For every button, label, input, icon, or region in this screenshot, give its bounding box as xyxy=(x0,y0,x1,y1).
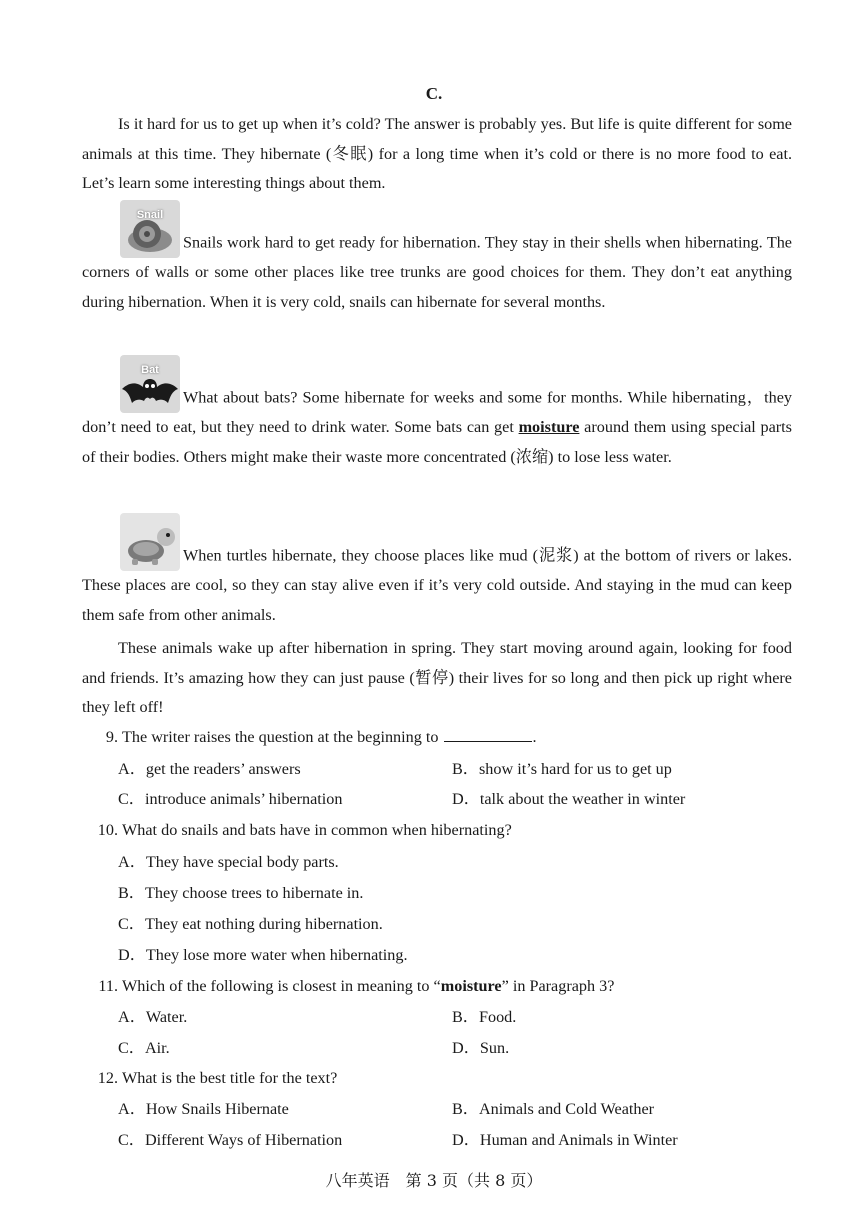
option-12b: B．Animals and Cold Weather xyxy=(452,1100,655,1118)
option-11b: B．Food. xyxy=(452,1008,517,1026)
question-stem: The writer raises the question at the beginning to xyxy=(122,728,439,746)
paragraph-bat xyxy=(82,355,792,472)
paragraph-turtle xyxy=(82,513,792,630)
option-10d: D．They lose more water when hibernating. xyxy=(118,946,408,964)
question-12 xyxy=(82,1063,792,1093)
section-title: C. xyxy=(425,84,443,103)
question-10 xyxy=(82,815,792,845)
question-number: 9. xyxy=(105,728,118,746)
question-stem: What do snails and bats have in common when hibernating? xyxy=(122,821,512,839)
paragraph-snail xyxy=(82,200,792,317)
turtle-text: When turtles hibernate, they choose places like mud (泥浆) at the bottom of rivers or lakes. These places are cool, so they can stay alive even if it’s very cold outside. And staying in the mud can keep them safe from other animals. xyxy=(82,546,792,624)
option-11a: A．Water. xyxy=(118,1008,188,1026)
bat-label: Bat xyxy=(141,364,159,376)
option-10b: B．They choose trees to hibernate in. xyxy=(118,884,364,902)
option-9a: A．get the readers’ answers xyxy=(118,760,301,778)
keyword-moisture-question: moisture xyxy=(440,977,502,995)
page-footer: 八年英语 第 3 页（共 8 页） xyxy=(325,1171,543,1190)
bat-text-before: What about bats? Some hibernate for weeks and some for months. While hibernating，they don’t need to eat, but they need to drink water. Some bats can get xyxy=(82,388,792,436)
question-number: 12. xyxy=(97,1069,118,1087)
option-9d: D．talk about the weather in winter xyxy=(452,790,686,808)
option-12c: C．Different Ways of Hibernation xyxy=(118,1131,343,1149)
option-9c: C．introduce animals’ hibernation xyxy=(118,790,343,808)
paragraph-intro: Is it hard for us to get up when it’s cold? The answer is probably yes. But life is quite different for some animals at this time. They hibernate (冬眠) for a long time when it’s cold or there is no more food to eat. Let’s learn some interesting things about them. xyxy=(82,115,792,192)
bat-image xyxy=(120,355,180,413)
snail-image xyxy=(120,200,180,258)
snail-label: Snail xyxy=(136,209,164,221)
option-10a: A．They have special body parts. xyxy=(118,853,339,871)
option-11d: D．Sun. xyxy=(452,1039,510,1057)
question-9: 9. The writer raises the question at the beginning to . xyxy=(82,722,792,752)
option-12a: A．How Snails Hibernate xyxy=(118,1100,289,1118)
turtle-image xyxy=(120,513,180,571)
bat-text-after: around them using special parts of their bodies. Others might make their waste more concentrated (浓缩) to lose less water. xyxy=(82,418,792,466)
option-10c: C．They eat nothing during hibernation. xyxy=(118,915,383,933)
answer-blank xyxy=(444,727,532,742)
snail-text: Snails work hard to get ready for hibernation. They stay in their shells when hibernating. The corners of walls or some other places like tree trunks are good choices for them. They don’t eat anything during hibernation. When it is very cold, snails can hibernate for several months. xyxy=(82,233,792,311)
question-number: 11. xyxy=(98,977,118,995)
option-9b: B．show it’s hard for us to get up xyxy=(452,760,672,778)
question-stem: What is the best title for the text? xyxy=(122,1069,338,1087)
option-11c: C．Air. xyxy=(118,1039,170,1057)
option-12d: D．Human and Animals in Winter xyxy=(452,1131,678,1149)
paragraph-conclusion: These animals wake up after hibernation in spring. They start moving around again, looking for food and friends. It’s amazing how they can just pause (暂停) their lives for so long and then pick up right where they left off! xyxy=(82,639,792,716)
keyword-moisture: moisture xyxy=(518,418,580,436)
question-number: 10. xyxy=(97,821,118,839)
question-11: 11. Which of the following is closest in meaning to “moisture” in Paragraph 3? xyxy=(82,971,792,1001)
